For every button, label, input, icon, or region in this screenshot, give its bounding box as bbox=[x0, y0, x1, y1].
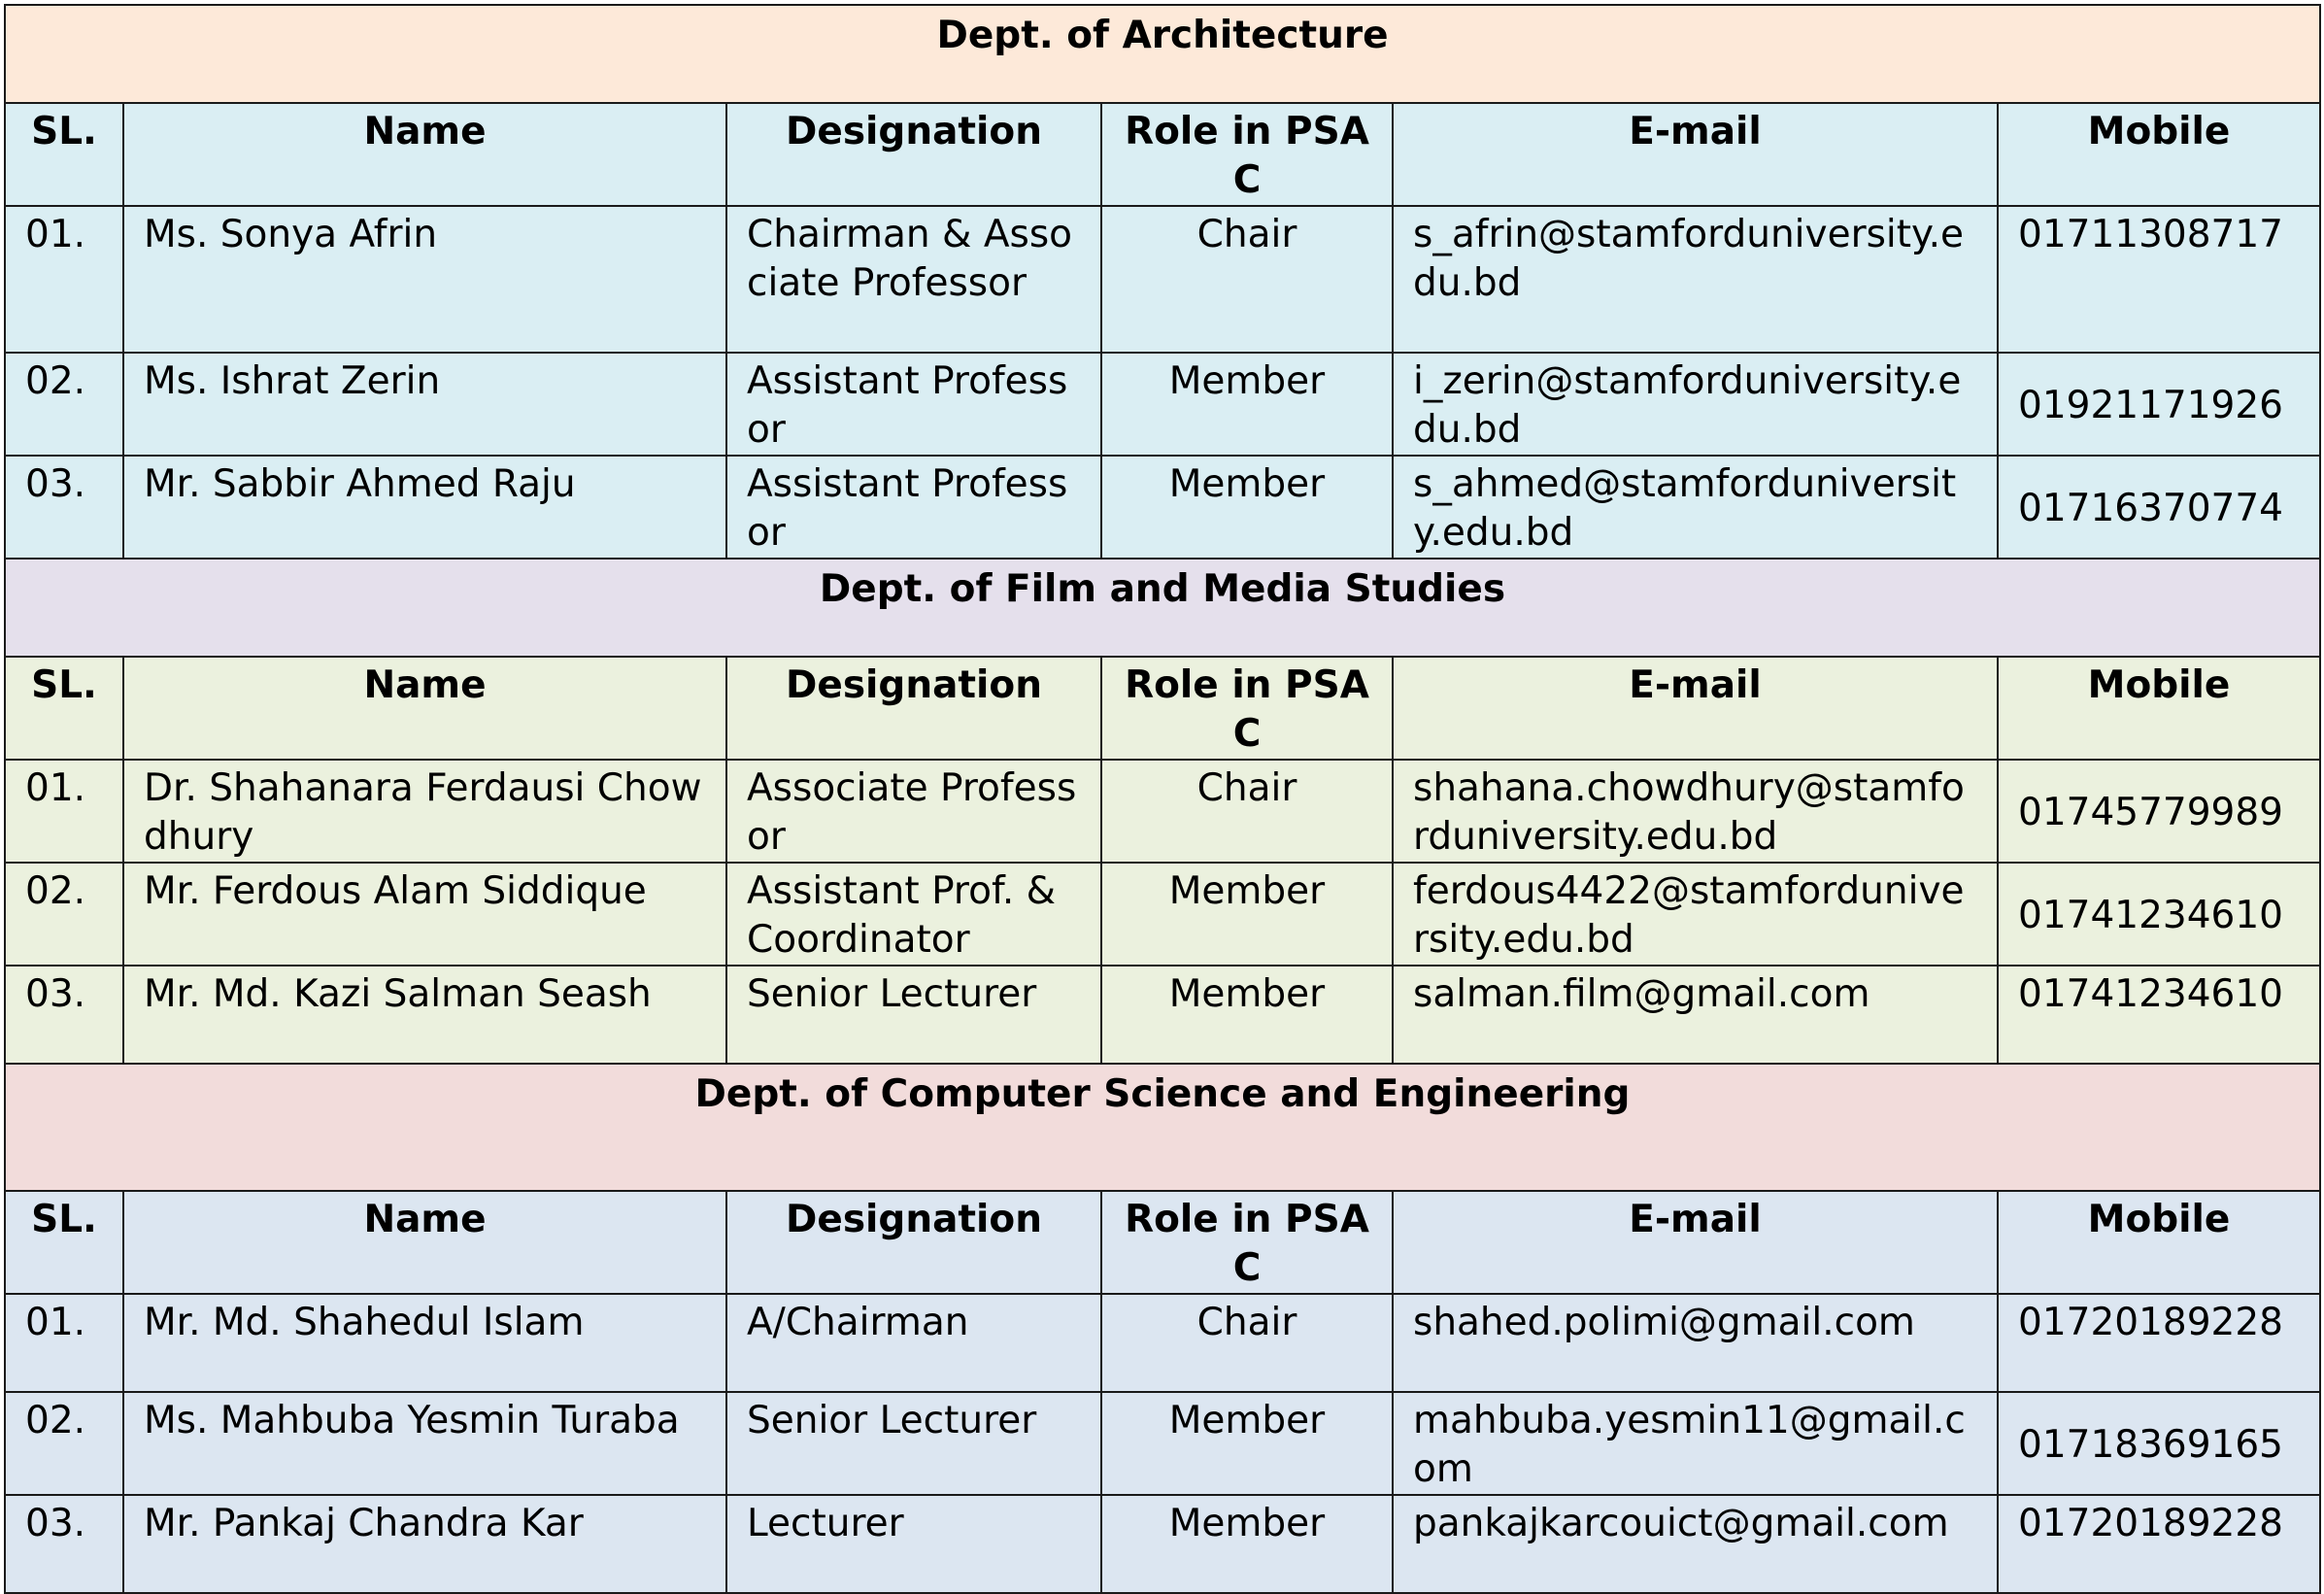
table-row bbox=[5, 760, 2320, 863]
cell-email: shahana.chowdhury@stamforduniversity.edu.bd bbox=[1393, 760, 1998, 863]
table-row bbox=[5, 1495, 2320, 1593]
dept-title: Dept. of Film and Media Studies bbox=[5, 559, 2320, 657]
header-role: Role in PSAC bbox=[1101, 1191, 1393, 1294]
table-row bbox=[5, 353, 2320, 456]
header-designation: Designation bbox=[726, 103, 1101, 206]
header-email: E-mail bbox=[1393, 1191, 1998, 1294]
cell-role: Chair bbox=[1101, 206, 1393, 353]
cell-designation: Senior Lecturer bbox=[726, 966, 1101, 1064]
table-row bbox=[5, 863, 2320, 966]
header-sl: SL. bbox=[5, 103, 123, 206]
cell-designation: Assistant Prof. & Coordinator bbox=[726, 863, 1101, 966]
cell-role: Chair bbox=[1101, 760, 1393, 863]
column-header-row bbox=[5, 1191, 2320, 1294]
header-role: Role in PSAC bbox=[1101, 657, 1393, 760]
cell-email: s_ahmed@stamforduniversity.edu.bd bbox=[1393, 456, 1998, 559]
dept-title-row bbox=[5, 5, 2320, 103]
cell-email: ferdous4422@stamforduniversity.edu.bd bbox=[1393, 863, 1998, 966]
dept-title: Dept. of Computer Science and Engineering bbox=[5, 1064, 2320, 1191]
cell-name: Dr. Shahanara Ferdausi Chowdhury bbox=[123, 760, 726, 863]
cell-role: Member bbox=[1101, 353, 1393, 456]
cell-role: Member bbox=[1101, 456, 1393, 559]
cell-name: Mr. Pankaj Chandra Kar bbox=[123, 1495, 726, 1593]
cell-sl: 03. bbox=[5, 966, 123, 1064]
cell-sl: 03. bbox=[5, 1495, 123, 1593]
cell-sl: 02. bbox=[5, 1392, 123, 1495]
cell-email: pankajkarcouict@gmail.com bbox=[1393, 1495, 1998, 1593]
cell-name: Mr. Md. Shahedul Islam bbox=[123, 1294, 726, 1392]
cell-email: salman.film@gmail.com bbox=[1393, 966, 1998, 1064]
cell-mobile: 01711308717 bbox=[1998, 206, 2320, 353]
cell-mobile: 01716370774 bbox=[1998, 456, 2320, 559]
cell-mobile: 01720189228 bbox=[1998, 1495, 2320, 1593]
table-row bbox=[5, 1392, 2320, 1495]
cell-sl: 03. bbox=[5, 456, 123, 559]
cell-email: mahbuba.yesmin11@gmail.com bbox=[1393, 1392, 1998, 1495]
cell-role: Member bbox=[1101, 863, 1393, 966]
psac-members-table bbox=[4, 4, 2321, 1594]
cell-role: Chair bbox=[1101, 1294, 1393, 1392]
header-name: Name bbox=[123, 1191, 726, 1294]
cell-email: shahed.polimi@gmail.com bbox=[1393, 1294, 1998, 1392]
cell-designation: Associate Professor bbox=[726, 760, 1101, 863]
cell-email: i_zerin@stamforduniversity.edu.bd bbox=[1393, 353, 1998, 456]
cell-mobile: 01718369165 bbox=[1998, 1392, 2320, 1495]
cell-name: Mr. Md. Kazi Salman Seash bbox=[123, 966, 726, 1064]
header-designation: Designation bbox=[726, 657, 1101, 760]
header-name: Name bbox=[123, 103, 726, 206]
cell-mobile: 01921171926 bbox=[1998, 353, 2320, 456]
cell-sl: 02. bbox=[5, 863, 123, 966]
table-row bbox=[5, 206, 2320, 353]
cell-designation: Chairman & Associate Professor bbox=[726, 206, 1101, 353]
cell-name: Ms. Mahbuba Yesmin Turaba bbox=[123, 1392, 726, 1495]
cell-sl: 02. bbox=[5, 353, 123, 456]
cell-designation: A/Chairman bbox=[726, 1294, 1101, 1392]
header-designation: Designation bbox=[726, 1191, 1101, 1294]
column-header-row bbox=[5, 103, 2320, 206]
header-name: Name bbox=[123, 657, 726, 760]
table-row bbox=[5, 1294, 2320, 1392]
cell-name: Mr. Ferdous Alam Siddique bbox=[123, 863, 726, 966]
cell-role: Member bbox=[1101, 966, 1393, 1064]
dept-title-row bbox=[5, 1064, 2320, 1191]
cell-name: Ms. Ishrat Zerin bbox=[123, 353, 726, 456]
header-mobile: Mobile bbox=[1998, 103, 2320, 206]
header-email: E-mail bbox=[1393, 657, 1998, 760]
header-role: Role in PSAC bbox=[1101, 103, 1393, 206]
table-row bbox=[5, 966, 2320, 1064]
cell-mobile: 01741234610 bbox=[1998, 863, 2320, 966]
cell-name: Mr. Sabbir Ahmed Raju bbox=[123, 456, 726, 559]
header-email: E-mail bbox=[1393, 103, 1998, 206]
cell-sl: 01. bbox=[5, 206, 123, 353]
dept-title-row bbox=[5, 559, 2320, 657]
cell-role: Member bbox=[1101, 1495, 1393, 1593]
dept-title: Dept. of Architecture bbox=[5, 5, 2320, 103]
header-sl: SL. bbox=[5, 657, 123, 760]
table-row bbox=[5, 456, 2320, 559]
cell-mobile: 01745779989 bbox=[1998, 760, 2320, 863]
cell-designation: Lecturer bbox=[726, 1495, 1101, 1593]
cell-role: Member bbox=[1101, 1392, 1393, 1495]
header-mobile: Mobile bbox=[1998, 1191, 2320, 1294]
cell-mobile: 01720189228 bbox=[1998, 1294, 2320, 1392]
cell-designation: Senior Lecturer bbox=[726, 1392, 1101, 1495]
column-header-row bbox=[5, 657, 2320, 760]
cell-name: Ms. Sonya Afrin bbox=[123, 206, 726, 353]
cell-sl: 01. bbox=[5, 1294, 123, 1392]
cell-email: s_afrin@stamforduniversity.edu.bd bbox=[1393, 206, 1998, 353]
header-mobile: Mobile bbox=[1998, 657, 2320, 760]
cell-mobile: 01741234610 bbox=[1998, 966, 2320, 1064]
cell-designation: Assistant Professor bbox=[726, 456, 1101, 559]
cell-sl: 01. bbox=[5, 760, 123, 863]
header-sl: SL. bbox=[5, 1191, 123, 1294]
cell-designation: Assistant Professor bbox=[726, 353, 1101, 456]
